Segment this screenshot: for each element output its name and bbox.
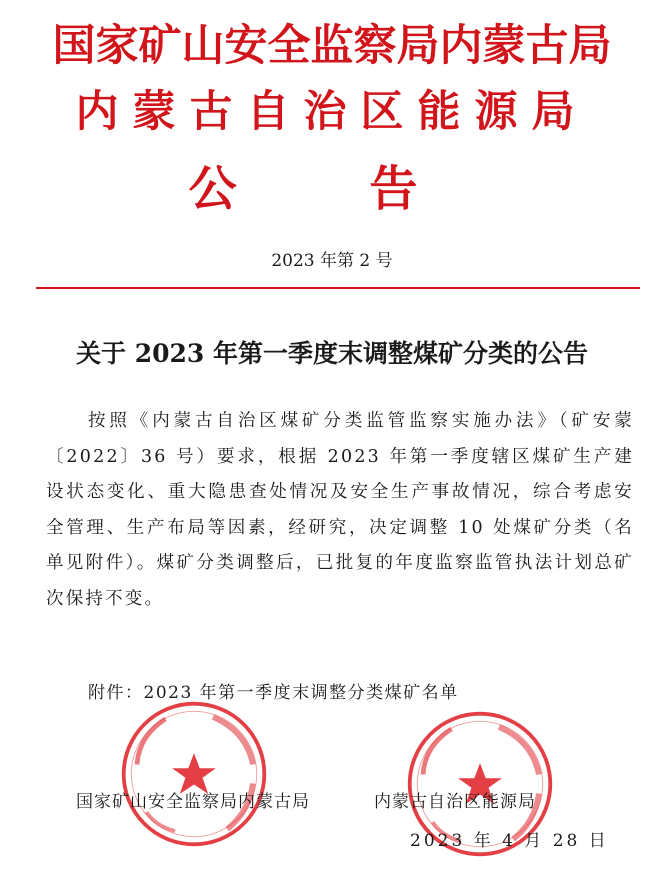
signature-org-2: 内蒙古自治区能源局 — [374, 792, 536, 812]
body-paragraph: 按照《内蒙古自治区煤矿分类监管监察实施办法》（矿安蒙〔2022〕36 号）要求，根据 2023 年第一季度辖区煤矿生产建设状态变化、重大隐患查处情况及安全生产事故情况，综合考虑安全管理、生产布局等因素，经研究，决定调整 10 处煤矿分类（名单见附件）。煤矿分类调整后，已批复的年度监察监管执法计划总矿次保持不变。 — [46, 411, 634, 609]
attachment-line: 附件：2023 年第一季度末调整分类煤矿名单 — [88, 683, 459, 703]
document-number: 2023 年第 2 号 — [271, 251, 393, 271]
header-line-1: 国家矿山安全监察局内蒙古局 — [52, 21, 612, 71]
red-divider — [36, 287, 640, 289]
header-announcement: 公 告 — [188, 161, 476, 217]
signature-date: 2023 年 4 月 28 日 — [410, 831, 609, 851]
header-line-2: 内蒙古自治区能源局 — [75, 87, 589, 137]
seal-icon — [118, 698, 270, 850]
document-title: 关于 2023 年第一季度末调整煤矿分类的公告 — [76, 339, 588, 368]
signature-org-1: 国家矿山安全监察局内蒙古局 — [76, 792, 310, 812]
